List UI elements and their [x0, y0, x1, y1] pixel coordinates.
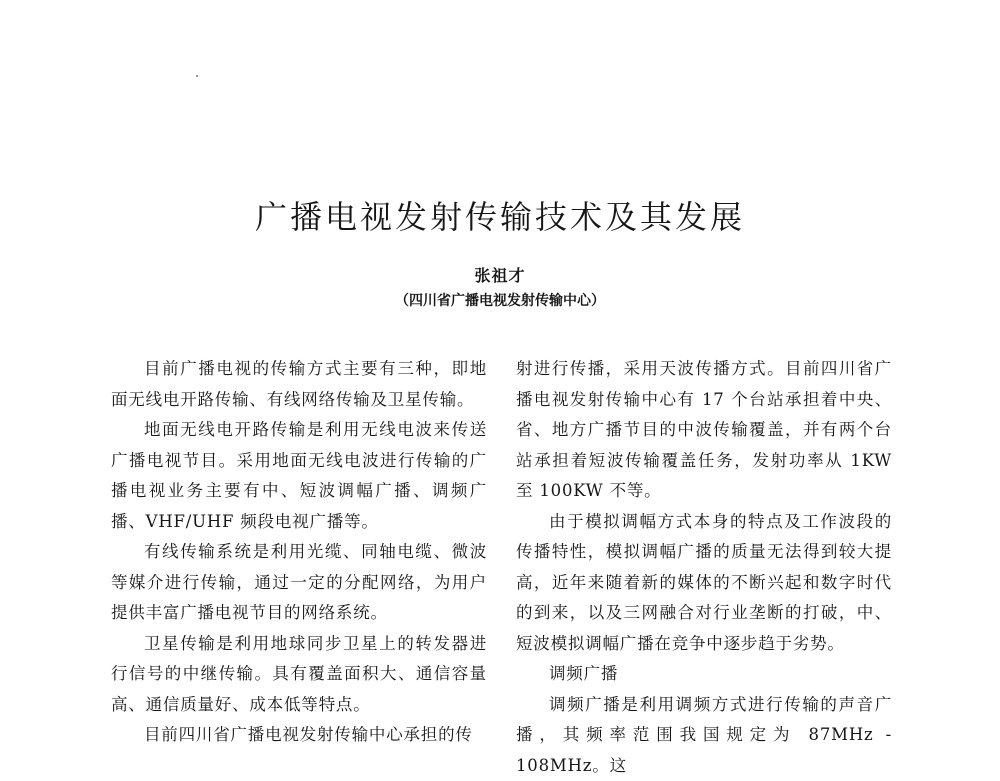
article-title: 广播电视发射传输技术及其发展	[0, 195, 1000, 239]
right-column	[516, 354, 892, 781]
paragraph: 地面无线电开路传输是利用无线电波来传送广播电视节目。采用地面无线电波进行传输的广播电视业务主要有中、短波调幅广播、调频广播、VHF/UHF 频段电视广播等。	[111, 415, 487, 537]
paragraph: 目前四川省广播电视发射传输中心承担的传	[111, 720, 487, 751]
scan-speck	[196, 75, 198, 77]
paragraph: 由于模拟调幅方式本身的特点及工作波段的传播特性，模拟调幅广播的质量无法得到较大提高，近年来随着新的媒体的不断兴起和数字时代的到来，以及三网融合对行业垄断的打破，中、短波模拟调幅广播在竞争中逐步趋于劣势。	[516, 507, 892, 660]
author-affiliation: （四川省广播电视发射传输中心）	[0, 291, 1000, 311]
section-heading: 调频广播	[516, 659, 892, 690]
paragraph: 目前广播电视的传输方式主要有三种，即地面无线电开路传输、有线网络传输及卫星传输。	[111, 354, 487, 415]
paragraph: 卫星传输是利用地球同步卫星上的转发器进行信号的中继传输。具有覆盖面积大、通信容量高、通信质量好、成本低等特点。	[111, 629, 487, 721]
author-name: 张祖才	[0, 265, 1000, 287]
paragraph: 调频广播是利用调频方式进行传输的声音广播，其频率范围我国规定为 87MHz - 108MHz。这	[516, 690, 892, 781]
paragraph: 有线传输系统是利用光缆、同轴电缆、微波等媒介进行传输，通过一定的分配网络，为用户提供丰富广播电视节目的网络系统。	[111, 537, 487, 629]
left-column	[111, 354, 487, 751]
paragraph: 射进行传播，采用天波传播方式。目前四川省广播电视发射传输中心有 17 个台站承担着中央、省、地方广播节目的中波传输覆盖，并有两个台站承担着短波传输覆盖任务，发射功率从 1KW 至 100KW 不等。	[516, 354, 892, 507]
